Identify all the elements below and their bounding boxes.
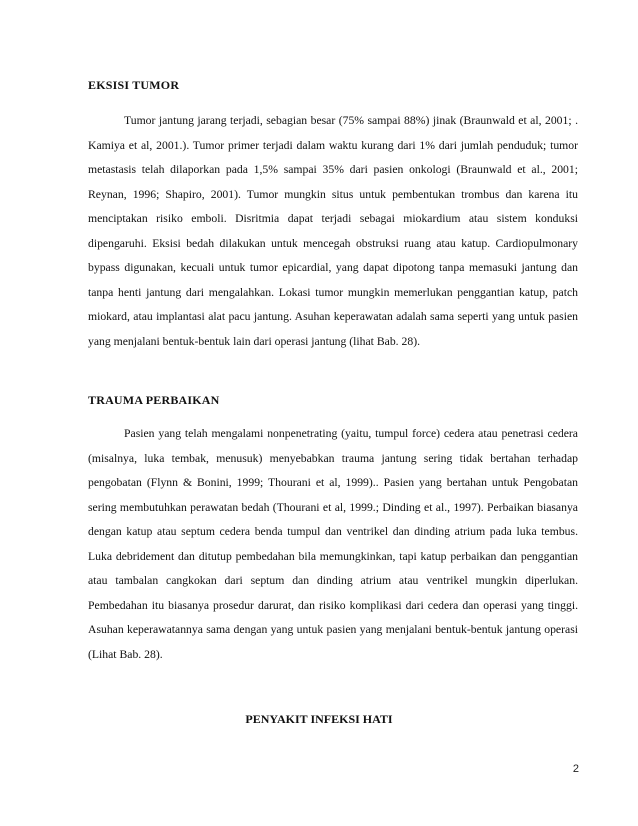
section-paragraph-trauma-perbaikan: Pasien yang telah mengalami nonpenetrating (yaitu, tumpul force) cedera atau penetrasi cedera (misalnya, luka tembak, menusuk) menyebabkan trauma jantung sering tidak bertahan terhadap pengobatan (Flynn & Bonini, 1999; Thourani et al, 1999).. Pasien yang bertahan untuk Pengobatan sering membutuhkan perawatan bedah (Thourani et al, 1999.; Dinding et al., 1997). Perbaikan biasanya dengan katup atau septum cedera benda tumpul dan ventrikel dan dinding atrium pada luka tembus. Luka debridement dan ditutup pembedahan bila memungkinkan, tapi katup perbaikan dan penggantian atau tambalan cangkokan dari septum dan dinding atrium atau ventrikel mungkin diperlukan. Pembedahan itu biasanya prosedur darurat, dan risiko komplikasi dari cedera dan operasi yang tinggi. Asuhan keperawatannya sama dengan yang untuk pasien yang menjalani bentuk-bentuk jantung operasi (Lihat Bab. 28). (88, 427, 578, 661)
section-heading-penyakit-infeksi-hati: PENYAKIT INFEKSI HATI (245, 712, 393, 726)
section-paragraph-eksisi-tumor: Tumor jantung jarang terjadi, sebagian besar (75% sampai 88%) jinak (Braunwald et al, 2001; . Kamiya et al, 2001.). Tumor primer terjadi dalam waktu kurang dari 1% dari jumlah penduduk; tumor metastasis telah dilaporkan pada 1,5% sampai 35% dari pasien onkologi (Braunwald et al., 2001; Reynan, 1996; Shapiro, 2001). Tumor mungkin situs untuk pembentukan trombus dan karena itu menciptakan risiko emboli. Disritmia dapat terjadi sebagai miokardium atau sistem konduksi dipengaruhi. Eksisi bedah dilakukan untuk mencegah obstruksi ruang atau katup. Cardiopulmonary bypass digunakan, kecuali untuk tumor epicardial, yang dapat dipotong tanpa memasuki jantung dan tanpa henti jantung dari mengalahkan. Lokasi tumor mungkin memerlukan penggantian katup, patch miokard, atau implantasi alat pacu jantung. Asuhan keperawatan adalah sama seperti yang untuk pasien yang menjalani bentuk-bentuk lain dari operasi jantung (lihat Bab. 28). (88, 114, 578, 348)
page-number: 2 (572, 763, 579, 775)
section-heading-eksisi-tumor: EKSISI TUMOR (88, 78, 180, 92)
section-heading-trauma-perbaikan: TRAUMA PERBAIKAN (88, 393, 220, 407)
